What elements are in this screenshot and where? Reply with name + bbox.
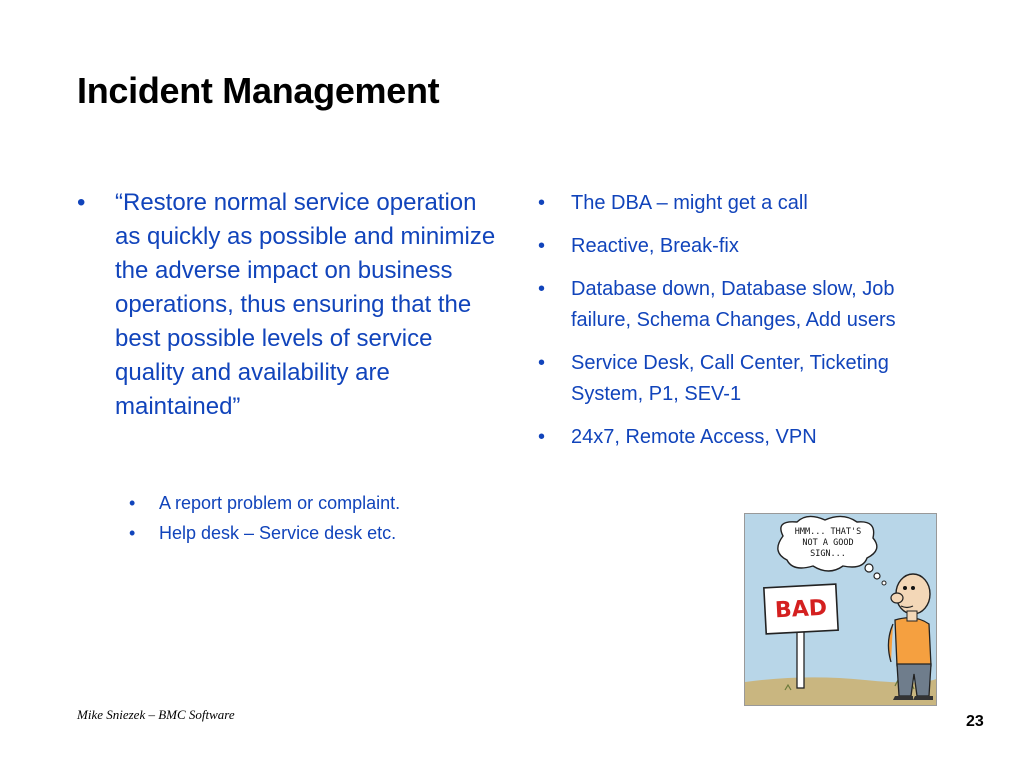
bullet-marker: • xyxy=(538,278,546,300)
bullet-marker: • xyxy=(129,523,136,543)
footer-author: Mike Sniezek – BMC Software xyxy=(77,707,235,722)
right-bullet-text: Reactive, Break-fix xyxy=(571,235,739,257)
sub-bullet-list xyxy=(77,488,497,548)
right-bullet-text: 24x7, Remote Access, VPN xyxy=(571,426,817,448)
itil-definition-quote: “Restore normal service operation as quickly as possible and minimize the adverse impact on business operations, thus ensuring that the best possible levels of service quality and availability are maintained” xyxy=(115,189,496,420)
bullet-marker: • xyxy=(538,352,546,374)
bullet-marker: • xyxy=(538,192,546,214)
right-bullet-item xyxy=(538,348,948,410)
bad-sign-cartoon xyxy=(744,513,937,706)
sub-bullet-item xyxy=(129,518,497,548)
sign-label: BAD xyxy=(774,595,828,624)
slide-title: Incident Management xyxy=(77,70,440,111)
sub-bullet-item xyxy=(129,488,497,518)
sub-bullet-text: Help desk – Service desk etc. xyxy=(159,523,397,543)
bullet-marker: • xyxy=(538,426,546,448)
right-column xyxy=(538,188,948,465)
bullet-marker: • xyxy=(538,235,546,257)
right-bullet-item xyxy=(538,231,948,262)
right-bullet-text: Database down, Database slow, Job failure, Schema Changes, Add users xyxy=(571,278,896,331)
bubble-line1: HMM... THAT'S xyxy=(794,527,862,537)
bubble-line3: SIGN... xyxy=(810,549,846,559)
bullet-marker: • xyxy=(129,493,136,513)
right-bullet-text: The DBA – might get a call xyxy=(571,192,808,214)
right-bullet-item xyxy=(538,422,948,453)
left-column xyxy=(77,186,497,548)
bullet-marker: • xyxy=(77,189,86,216)
quote-bullet-item xyxy=(77,186,497,424)
right-bullet-text: Service Desk, Call Center, Ticketing System, P1, SEV-1 xyxy=(571,352,889,405)
sub-bullet-text: A report problem or complaint. xyxy=(159,493,401,513)
page-number: 23 xyxy=(966,713,984,730)
bubble-line2: NOT A GOOD xyxy=(802,538,854,548)
right-bullet-item xyxy=(538,188,948,219)
right-bullet-item xyxy=(538,274,948,336)
cartoon-illustration xyxy=(745,514,937,706)
